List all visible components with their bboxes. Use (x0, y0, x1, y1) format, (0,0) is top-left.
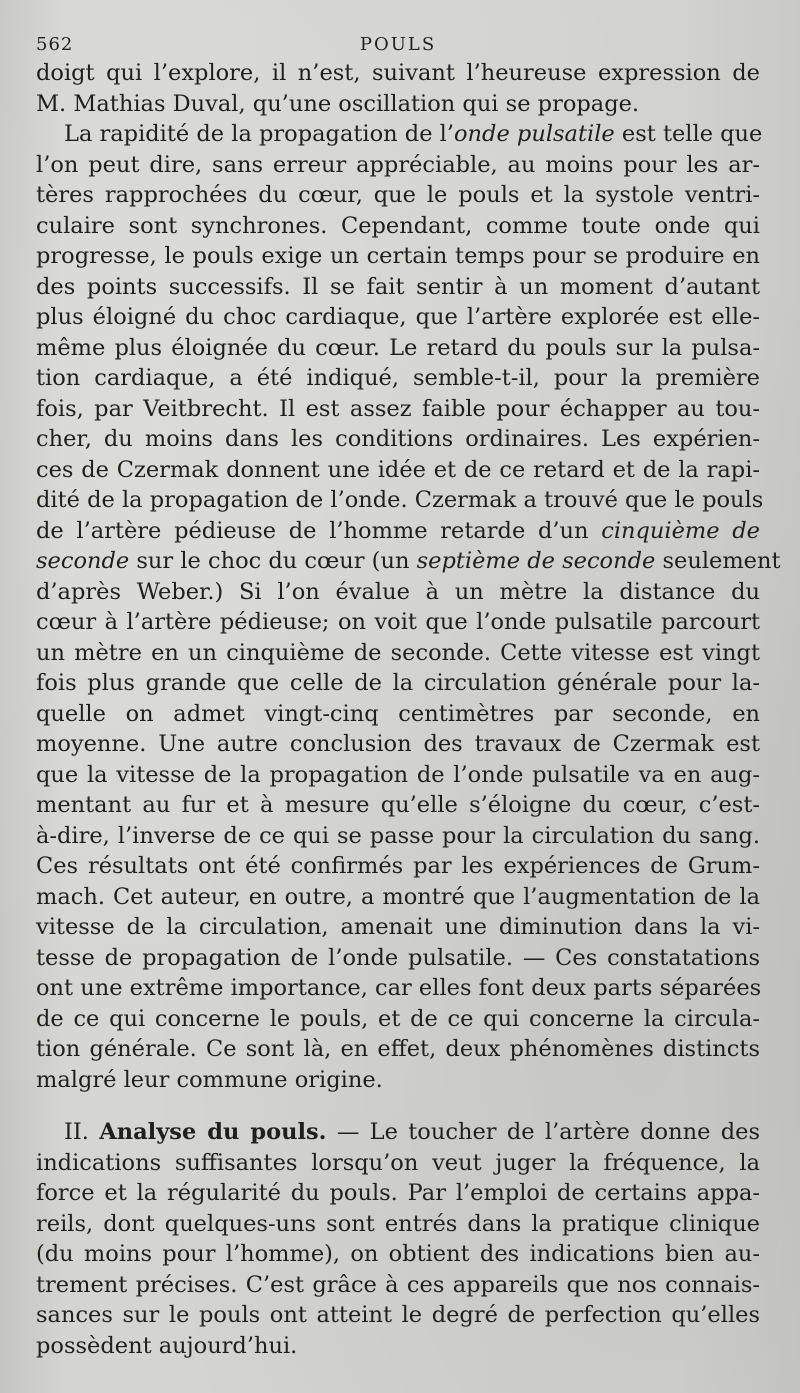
text-line: même plus éloignée du cœur. Le retard du pouls sur la pulsa- (36, 334, 760, 361)
text-line: quelle on admet vingt-cinq centimètres par seconde, en (36, 700, 760, 727)
text-line: Ces résultats ont été confirmés par les expériences de Grum- (36, 853, 760, 879)
text-line: dité de la propagation de l’onde. Czermak a trouvé que le pouls (36, 487, 764, 513)
text-line: ont une extrême importance, car elles font deux parts séparées (36, 975, 762, 1001)
text-line: à-dire, l’inverse de ce qui se passe pour la circulation du sang. (36, 822, 760, 849)
text-line: ces de Czermak donnent une idée et de ce retard et de la rapi- (36, 456, 760, 483)
text-line: possèdent aujourd’hui. (36, 1332, 298, 1359)
italic-term: seconde (36, 548, 130, 574)
text-line: que la vitesse de la propagation de l’onde pulsatile va en aug- (36, 761, 760, 788)
running-title: POULS (359, 34, 437, 55)
text-line: plus éloigné du choc cardiaque, que l’artère explorée est elle- (36, 304, 760, 330)
text-line (36, 119, 763, 150)
text-run: — Le toucher de l’artère donne des (326, 1119, 760, 1145)
text-line: trement précises. C’est grâce à ces appareils que nos connais- (36, 1271, 760, 1298)
text-line: fois plus grande que celle de la circulation générale pour la- (36, 670, 760, 696)
text-run: est telle que (614, 121, 763, 147)
text-line (36, 1117, 760, 1148)
text-line: vitesse de la circulation, amenait une diminution dans la vi- (36, 914, 760, 940)
text-line: un mètre en un cinquième de seconde. Cette vitesse est vingt (36, 639, 760, 666)
running-head (36, 28, 760, 58)
text-line: fois, par Veitbrecht. Il est assez faible pour échapper au tou- (36, 395, 760, 422)
italic-term: onde pulsatile (454, 121, 615, 147)
text-run: de l’artère pédieuse de l’homme retarde d’un (36, 517, 602, 544)
text-run: seulement (655, 548, 781, 574)
text-run: La rapidité de la propagation de l’ (64, 121, 455, 147)
text-line: sances sur le pouls ont atteint le degré de perfection qu’elles (36, 1302, 760, 1328)
paragraph-continuation (36, 58, 760, 119)
text-run: sur le choc du cœur (un (129, 548, 417, 574)
text-line: mentant au fur et à mesure qu’elle s’éloigne du cœur, c’est- (36, 792, 760, 818)
book-page (36, 28, 781, 1368)
text-line: tesse de propagation de l’onde pulsatile. — Ces constatations (36, 944, 760, 971)
text-line: de ce qui concerne le pouls, et de ce qui concerne la circula- (36, 1005, 760, 1032)
italic-term: cinquième de (601, 517, 760, 544)
text-line: progresse, le pouls exige un certain temps pour se produire en (36, 243, 760, 269)
text-line: reils, dont quelques-uns sont entrés dans la pratique clinique (36, 1210, 760, 1237)
text-line: M. Mathias Duval, qu’une oscillation qui se propage. (36, 90, 640, 117)
text-line: doigt qui l’explore, il n’est, suivant l’heureuse expression de (36, 60, 760, 86)
paragraph-propagation (36, 119, 781, 1095)
text-line (36, 516, 760, 547)
text-line (36, 546, 781, 577)
section-analyse-du-pouls (36, 1117, 760, 1361)
section-heading: Analyse du pouls. (99, 1119, 327, 1145)
text-line: moyenne. Une autre conclusion des travaux de Czermak est (36, 731, 760, 757)
text-line: culaire sont synchrones. Cependant, comme toute onde qui (36, 212, 760, 239)
text-line: d’après Weber.) Si l’on évalue à un mètre la distance du (36, 578, 760, 605)
page-number: 562 (36, 34, 74, 55)
text-line: force et la régularité du pouls. Par l’emploi de certains appa- (36, 1180, 760, 1206)
body-text (36, 58, 781, 1361)
text-line: mach. Cet auteur, en outre, a montré que l’augmentation de la (36, 883, 760, 910)
text-line: tion cardiaque, a été indiqué, semble-t-il, pour la première (36, 365, 760, 391)
text-line: indications suffisantes lorsqu’on veut juger la fréquence, la (36, 1149, 760, 1176)
text-line: malgré leur commune origine. (36, 1066, 383, 1093)
text-line: tères rapprochées du cœur, que le pouls et la systole ventri- (36, 182, 760, 208)
italic-term: septième de seconde (416, 548, 656, 574)
text-line: cœur à l’artère pédieuse; on voit que l’onde pulsatile parcourt (36, 609, 760, 635)
text-line: (du moins pour l’homme), on obtient des indications bien au- (36, 1241, 760, 1267)
section-numeral: II. (64, 1119, 100, 1145)
text-line: des points successifs. Il se fait sentir à un moment d’autant (36, 273, 760, 300)
text-line: l’on peut dire, sans erreur appréciable, au moins pour les ar- (36, 151, 760, 178)
text-line: cher, du moins dans les conditions ordinaires. Les expérien- (36, 426, 760, 452)
text-line: tion générale. Ce sont là, en effet, deux phénomènes distincts (36, 1036, 760, 1062)
paragraph-gap (36, 1095, 760, 1117)
